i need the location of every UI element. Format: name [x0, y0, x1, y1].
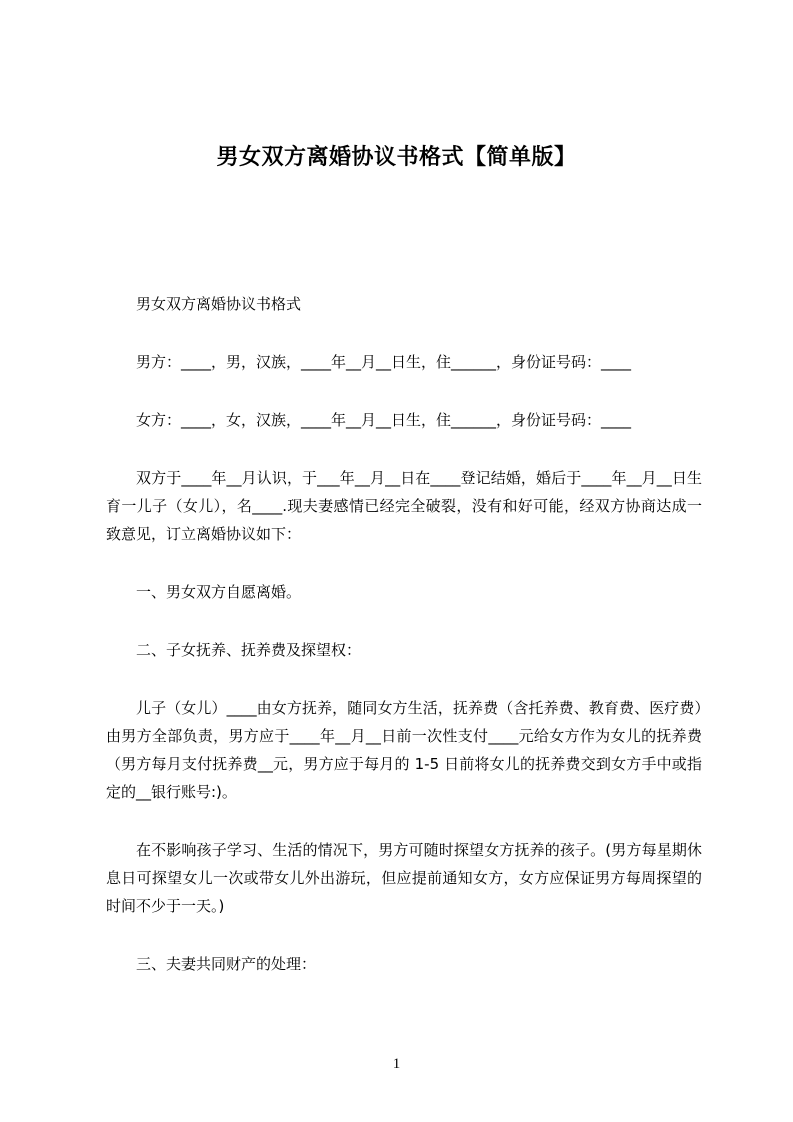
page-number: 1: [392, 1056, 401, 1072]
paragraph-heading: 男女双方离婚协议书格式: [136, 295, 302, 313]
paragraph-male-party: 男方：____，男，汉族，____年__月__日生，住______，身份证号码：____: [136, 353, 632, 371]
paragraph-visitation: 在不影响孩子学习、生活的情况下，男方可随时探望女方抚养的孩子。(男方每星期休息日可探望女儿一次或带女儿外出游玩，但应提前通知女方，女方应保证男方每周探望的时间不少于一天。): [106, 841, 702, 915]
document-title: 男女双方离婚协议书格式【简单版】: [216, 145, 577, 170]
paragraph-child-support: 儿子（女儿）____由女方抚养，随同女方生活，抚养费（含托养费、教育费、医疗费）由男方全部负责，男方应于____年__月__日前一次性支付____元给女方作为女儿的抚养费（男方每月支付抚养费__元，男方应于每月的 1-5 日前将女儿的抚养费交到女方手中或指定的__银行账号:)。: [106, 699, 702, 801]
document-body: [106, 290, 702, 978]
paragraph-female-party: 女方：____，女，汉族，____年__月__日生，住______，身份证号码：____: [136, 411, 632, 429]
clause-three: 三、夫妻共同财产的处理：: [136, 955, 317, 973]
clause-one: 一、男女双方自愿离婚。: [136, 583, 302, 601]
paragraph-marriage-history: 双方于____年__月认识，于___年__月__日在____登记结婚，婚后于____年__月__日生育一儿子（女儿），名____.现夫妻感情已经完全破裂，没有和好可能，经双方协商达成一致意见，订立离婚协议如下：: [106, 469, 702, 543]
clause-two: 二、子女抚养、抚养费及探望权：: [136, 641, 362, 659]
